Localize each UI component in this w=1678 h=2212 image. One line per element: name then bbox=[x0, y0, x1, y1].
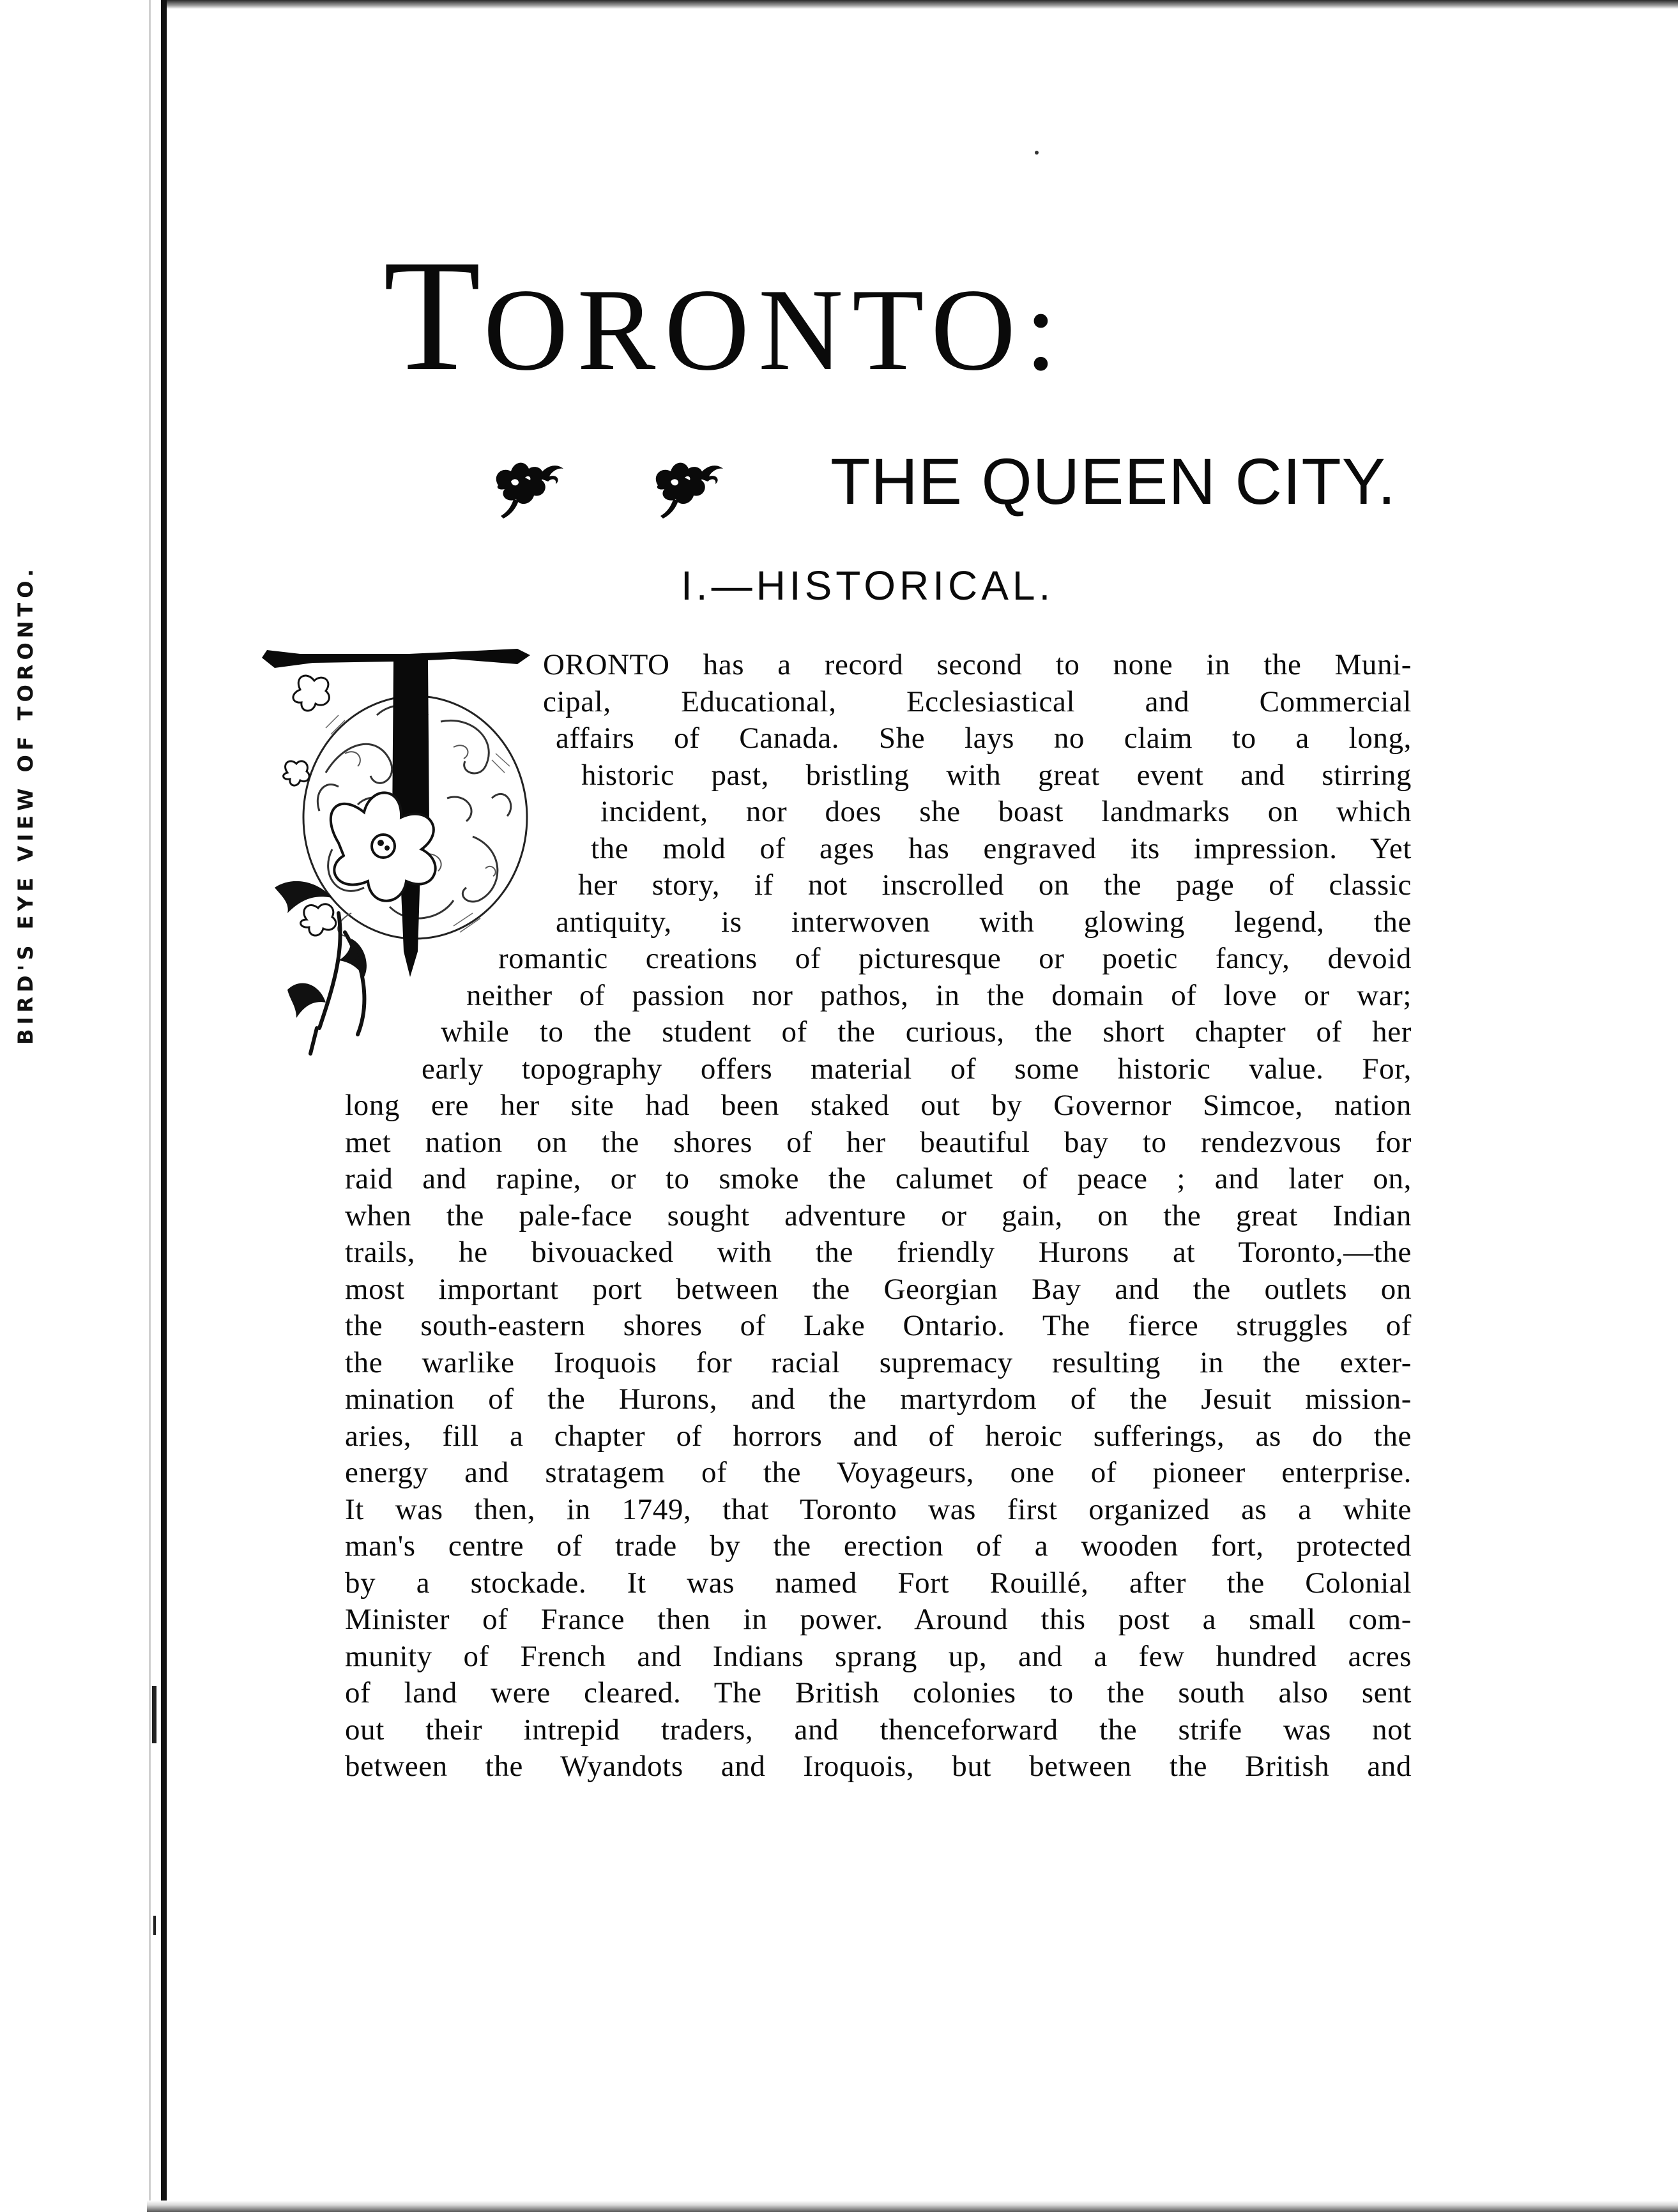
body-line: cipal, Educational, Ecclesiastical and Commercial bbox=[543, 685, 1412, 718]
body-line: her story, if not inscrolled on the page of classic bbox=[578, 868, 1412, 902]
body-line: long ere her site had been staked out by Governor Simcoe, nation bbox=[345, 1089, 1412, 1122]
body-line: while to the student of the curious, the short chapter of her bbox=[441, 1015, 1412, 1049]
gutter-mark bbox=[152, 1686, 156, 1743]
body-line: Minister of France then in power. Around this post a small com- bbox=[345, 1603, 1412, 1636]
body-line: trails, he bivouacked with the friendly Hurons at Toronto,—the bbox=[345, 1236, 1412, 1269]
title-initial: T bbox=[383, 227, 484, 404]
body-line: antiquity, is interwoven with glowing legend, the bbox=[556, 905, 1412, 939]
page-subtitle: THE QUEEN CITY. bbox=[830, 445, 1396, 518]
subtitle-row bbox=[485, 441, 1418, 530]
page-top-edge bbox=[166, 0, 1678, 9]
title-rest: ORONTO: bbox=[483, 264, 1067, 395]
gutter-shadow bbox=[149, 0, 151, 2212]
section-heading: I.—HISTORICAL. bbox=[681, 563, 1055, 609]
page-gutter bbox=[161, 0, 167, 2212]
body-line: out their intrepid traders, and thenceforward the strife was not bbox=[345, 1713, 1412, 1746]
body-line: incident, nor does she boast landmarks on which bbox=[600, 795, 1412, 828]
page-title bbox=[383, 227, 1067, 404]
body-line: aries, fill a chapter of horrors and of heroic sufferings, as do the bbox=[345, 1419, 1412, 1453]
body-line: neither of passion nor pathos, in the domain of love or war; bbox=[466, 978, 1412, 1012]
body-line: affairs of Canada. She lays no claim to a long, bbox=[556, 722, 1412, 755]
fleuron-icon bbox=[645, 441, 728, 524]
body-line: romantic creations of picturesque or poetic fancy, devoid bbox=[498, 942, 1412, 975]
body-line: the south-eastern shores of Lake Ontario. The fierce struggles of bbox=[345, 1309, 1412, 1342]
body-line: raid and rapine, or to smoke the calumet of peace ; and later on, bbox=[345, 1162, 1412, 1195]
body-line: the mold of ages has engraved its impression. Yet bbox=[591, 831, 1412, 865]
body-line: most important port between the Georgian Bay and the outlets on bbox=[345, 1272, 1412, 1306]
body-line: munity of French and Indians sprang up, and a few hundred acres bbox=[345, 1639, 1412, 1673]
body-line: between the Wyandots and Iroquois, but between the British and bbox=[345, 1750, 1412, 1783]
body-line: of land were cleared. The British colonies to the south also sent bbox=[345, 1676, 1412, 1709]
gutter-mark bbox=[153, 1916, 156, 1935]
body-line: energy and stratagem of the Voyageurs, one of pioneer enterprise. bbox=[345, 1456, 1412, 1489]
body-line: historic past, bristling with great event and stirring bbox=[581, 758, 1412, 792]
fleuron-icon bbox=[485, 441, 568, 524]
body-line: by a stockade. It was named Fort Rouillé, after the Colonial bbox=[345, 1566, 1412, 1600]
body-line: early topography offers material of some historic value. For, bbox=[422, 1052, 1412, 1086]
body-line: ORONTO has a record second to none in the Muni- bbox=[543, 648, 1412, 681]
body-line: man's centre of trade by the erection of a wooden fort, protected bbox=[345, 1529, 1412, 1563]
scan-speck bbox=[1035, 151, 1039, 155]
body-paragraph bbox=[339, 647, 1412, 1785]
body-line: It was then, in 1749, that Toronto was first organized as a white bbox=[345, 1492, 1412, 1526]
page-bottom-edge bbox=[147, 2201, 1678, 2212]
body-line: met nation on the shores of her beautiful bay to rendezvous for bbox=[345, 1125, 1412, 1159]
body-line: the warlike Iroquois for racial supremacy resulting in the exter- bbox=[345, 1345, 1412, 1379]
spine-label: BIRD'S EYE VIEW OF TORONTO. bbox=[13, 564, 38, 1045]
body-line: mination of the Hurons, and the martyrdom of the Jesuit mission- bbox=[345, 1382, 1412, 1416]
body-line: when the pale-face sought adventure or gain, on the great Indian bbox=[345, 1199, 1412, 1232]
